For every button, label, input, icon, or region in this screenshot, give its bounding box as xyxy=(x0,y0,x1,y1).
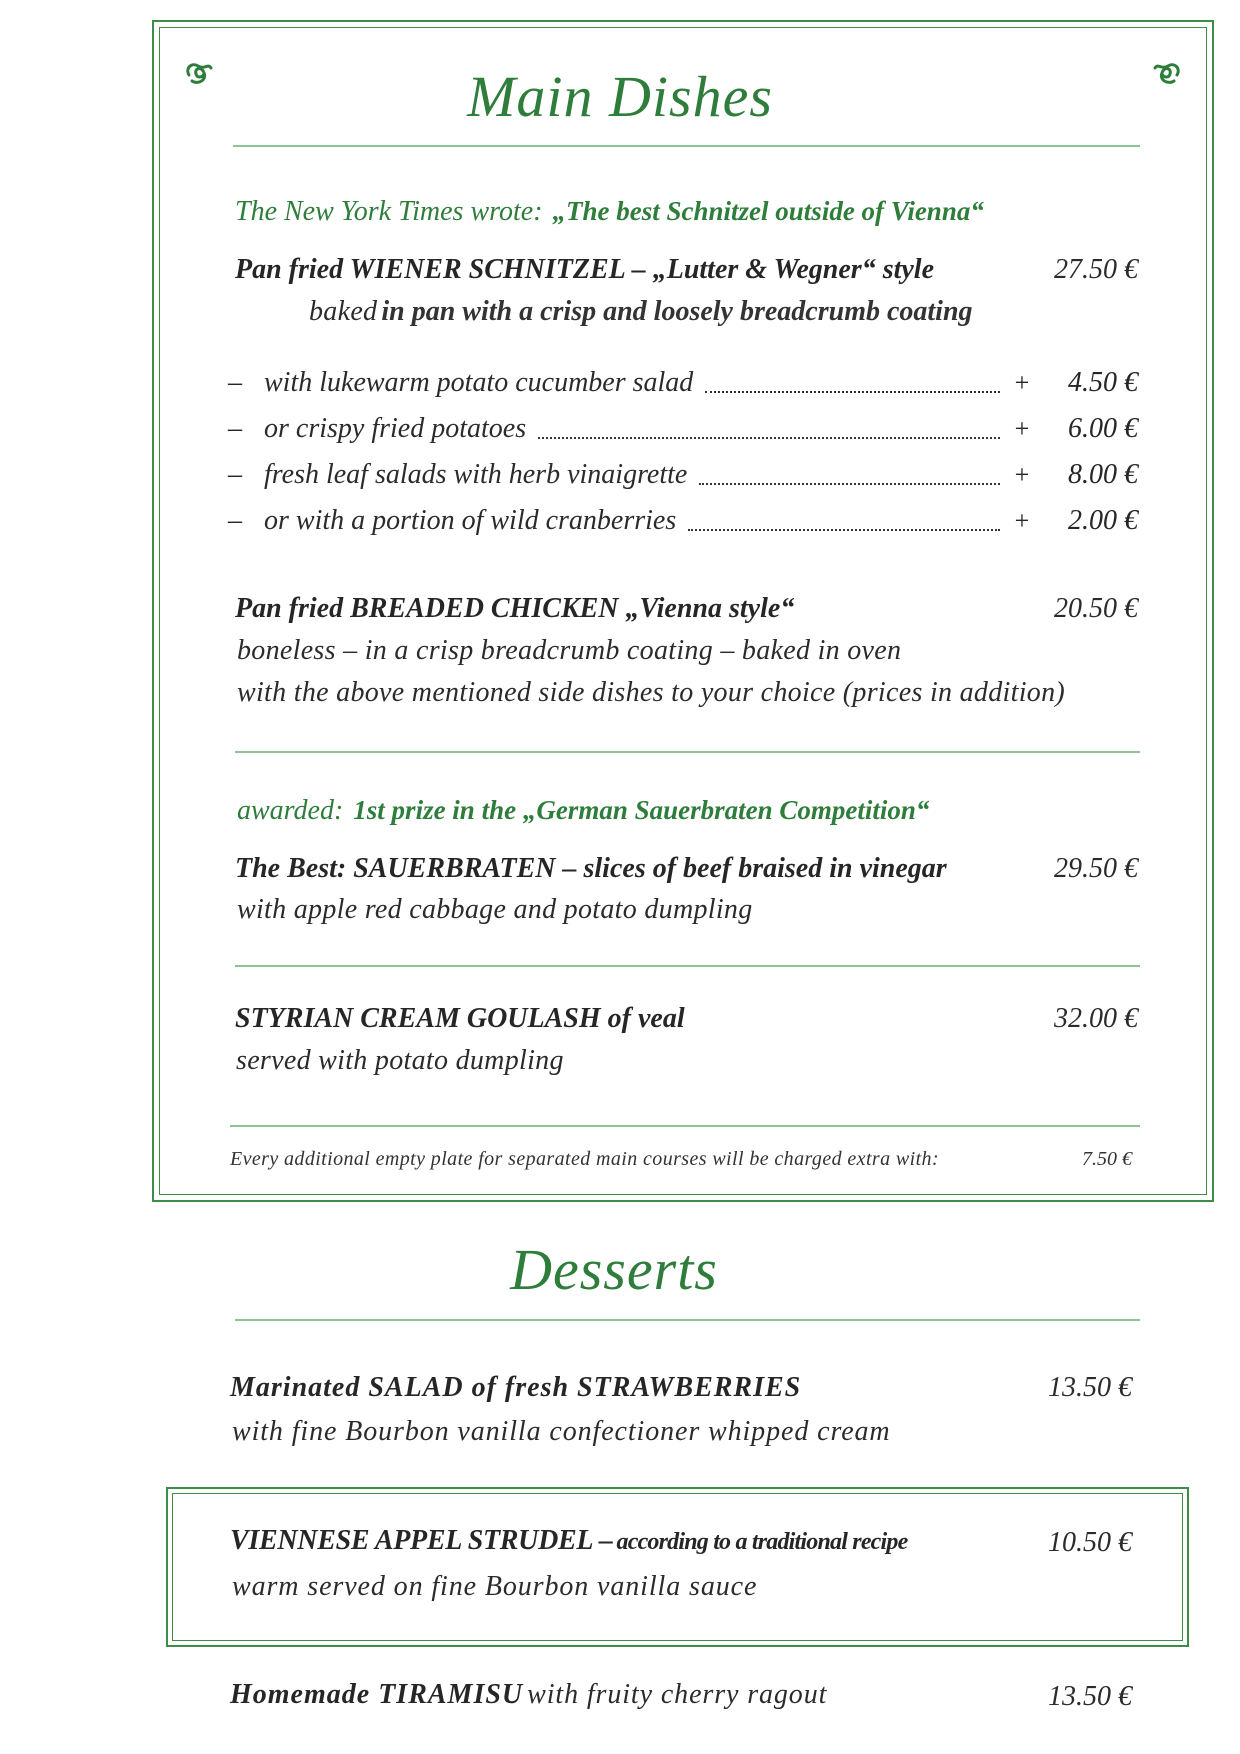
dessert-name-group xyxy=(230,1523,907,1563)
side-dish-sign: + xyxy=(1014,460,1030,489)
side-dish-sign: + xyxy=(1014,414,1030,443)
side-dish-row xyxy=(228,457,1138,493)
side-dish-label: fresh leaf salads with herb vinaigrette xyxy=(264,459,688,490)
dish-price: 29.50 € xyxy=(1054,853,1138,884)
dish-price: 20.50 € xyxy=(1054,593,1138,624)
dot-leader xyxy=(699,483,1000,485)
strudel-highlight-frame-inner xyxy=(172,1493,1183,1641)
dessert-name-suffix: according to a traditional recipe xyxy=(616,1529,908,1555)
dish-goulash xyxy=(235,1001,1138,1037)
side-dish-sign: + xyxy=(1014,368,1030,397)
dessert-name-suffix: with fruity cherry ragout xyxy=(527,1679,828,1710)
dot-leader xyxy=(538,437,1000,439)
dish-chicken xyxy=(235,591,1138,627)
dish-name: The Best: SAUERBRATEN – slices of beef braised in vinegar xyxy=(235,853,947,884)
main-dishes-title: Main Dishes xyxy=(467,64,773,129)
dessert-name: Homemade TIRAMISU xyxy=(230,1679,524,1710)
dessert-description: warm served on fine Bourbon vanilla sauce xyxy=(232,1571,758,1602)
list-marker: – xyxy=(228,459,242,490)
press-quote xyxy=(235,193,984,229)
desserts-title: Desserts xyxy=(510,1237,718,1302)
dish-description: with apple red cabbage and potato dumpling xyxy=(237,894,753,925)
dot-leader xyxy=(688,529,1000,531)
list-marker: – xyxy=(228,413,242,444)
dish-price: 27.50 € xyxy=(1054,254,1138,285)
plate-charge-note xyxy=(230,1141,1132,1177)
side-dish-label: or with a portion of wild cranberries xyxy=(264,505,677,536)
award-text: 1st prize in the „German Sauerbraten Competition“ xyxy=(353,795,930,825)
dish-name: Pan fried BREADED CHICKEN „Vienna style“ xyxy=(235,593,795,624)
dish-sauerbraten xyxy=(235,851,1138,887)
dish-description-text: in pan with a crisp and loosely breadcrumb coating xyxy=(381,296,973,327)
list-marker: – xyxy=(228,367,242,398)
list-marker: – xyxy=(228,505,242,536)
dish-description: served with potato dumpling xyxy=(236,1045,564,1076)
divider xyxy=(230,1125,1140,1127)
dessert-price: 10.50 € xyxy=(1048,1527,1132,1558)
side-dish-sign: + xyxy=(1014,506,1030,535)
dessert-strawberries xyxy=(230,1370,1132,1406)
dot-leader xyxy=(705,391,1000,393)
side-dish-price: 8.00 € xyxy=(1068,459,1138,490)
side-dish-row xyxy=(228,503,1138,539)
dessert-name: Marinated SALAD of fresh STRAWBERRIES xyxy=(230,1372,802,1403)
dish-name: STYRIAN CREAM GOULASH of veal xyxy=(235,1003,685,1034)
side-dish-price: 4.50 € xyxy=(1068,367,1138,398)
side-dish-label: with lukewarm potato cucumber salad xyxy=(264,367,694,398)
dish-description: boneless – in a crisp breadcrumb coating – baked in oven xyxy=(237,635,902,666)
dish-name: Pan fried WIENER SCHNITZEL – „Lutter & Wegner“ style xyxy=(235,254,935,285)
divider xyxy=(235,1319,1140,1321)
side-dish-price: 2.00 € xyxy=(1068,505,1138,536)
award-label: awarded: xyxy=(237,795,344,826)
plate-charge-text: Every additional empty plate for separated main courses will be charged extra with: xyxy=(230,1148,940,1170)
dessert-price: 13.50 € xyxy=(1048,1372,1132,1403)
side-dish-label: or crispy fried potatoes xyxy=(264,413,527,444)
dessert-strudel xyxy=(230,1525,1132,1561)
side-dish-row xyxy=(228,411,1138,447)
dessert-name-group xyxy=(230,1677,827,1717)
side-dish-row xyxy=(228,365,1138,401)
award-note xyxy=(237,792,929,828)
divider xyxy=(233,145,1140,147)
dessert-price: 13.50 € xyxy=(1048,1681,1132,1712)
dish-description xyxy=(309,294,973,330)
dessert-tiramisu xyxy=(230,1679,1132,1715)
dish-description: with the above mentioned side dishes to your choice (prices in addition) xyxy=(237,677,1065,708)
dessert-description: with fine Bourbon vanilla confectioner whipped cream xyxy=(232,1416,891,1447)
plate-charge-price: 7.50 € xyxy=(1082,1148,1132,1170)
dish-schnitzel xyxy=(235,252,1138,288)
dish-description-lead: baked xyxy=(309,296,378,327)
divider xyxy=(235,751,1140,753)
dish-price: 32.00 € xyxy=(1054,1003,1138,1034)
divider xyxy=(235,965,1140,967)
dessert-name: VIENNESE APPEL STRUDEL – xyxy=(230,1525,613,1556)
press-quote-label: The New York Times wrote: xyxy=(235,196,543,227)
side-dish-price: 6.00 € xyxy=(1068,413,1138,444)
press-quote-text: „The best Schnitzel outside of Vienna“ xyxy=(552,196,984,226)
